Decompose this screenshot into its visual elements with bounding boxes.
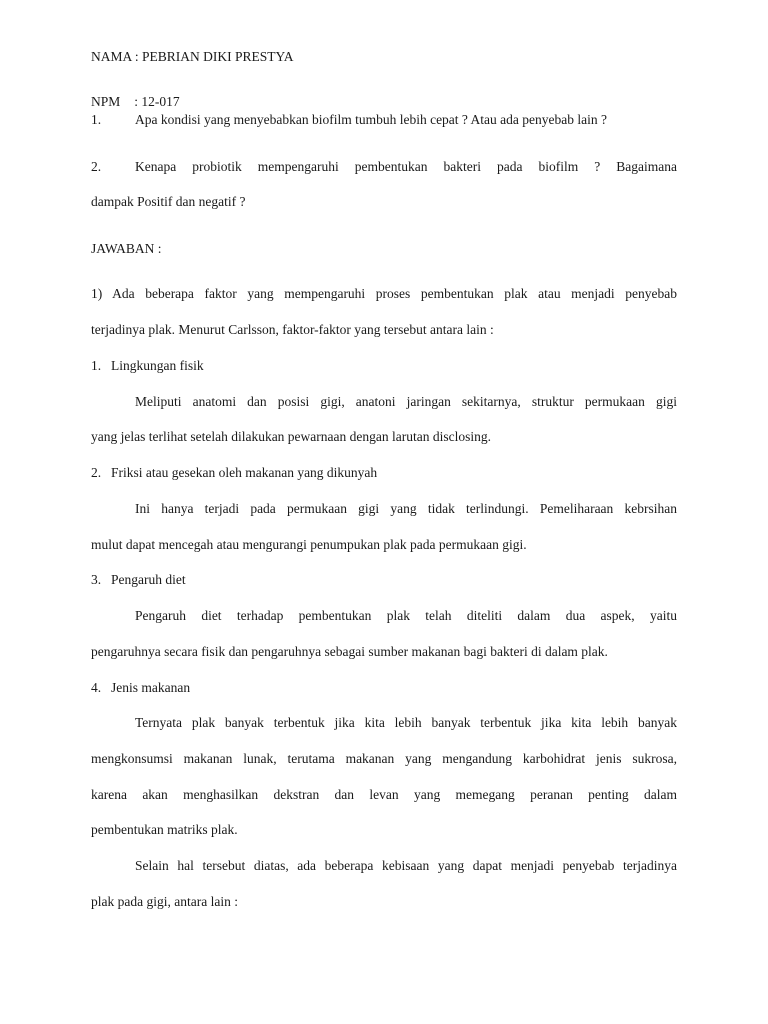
question-1 (91, 111, 607, 129)
student-npm (91, 93, 180, 111)
factor-number: 4. (91, 680, 102, 695)
factor-title: Lingkungan fisik (111, 358, 204, 373)
question-text: Apa kondisi yang menyebabkan biofilm tumbuh lebih cepat ? Atau ada penyebab lain ? (135, 112, 607, 127)
factor-title: Jenis makanan (111, 680, 191, 695)
factor-1-title (91, 357, 204, 375)
factor-number: 2. (91, 465, 102, 480)
factor-4-line-1: Ternyata plak banyak terbentuk jika kita lebih banyak terbentuk jika kita lebih banyak (135, 715, 677, 730)
factor-4-line-2: mengkonsumsi makanan lunak, terutama makanan yang mengandung karbohidrat jenis sukrosa, (91, 751, 677, 766)
factor-2-title (91, 464, 377, 482)
npm-value: : 12-017 (134, 94, 180, 109)
intro-line-1: 1) Ada beberapa faktor yang mempengaruhi proses pembentukan plak atau menjadi penyebab (91, 286, 677, 301)
factor-title: Pengaruh diet (111, 572, 186, 587)
answer-heading: JAWABAN : (91, 241, 162, 256)
factor-number: 1. (91, 358, 102, 373)
student-name: NAMA : PEBRIAN DIKI PRESTYA (91, 49, 294, 64)
factor-3-title (91, 571, 186, 589)
question-2-line-1: Kenapa probiotik mempengaruhi pembentukan bakteri pada biofilm ? Bagaimana (135, 159, 677, 174)
question-2-line-2: dampak Positif dan negatif ? (91, 194, 246, 209)
factor-4-line-3: karena akan menghasilkan dekstran dan levan yang memegang peranan penting dalam (91, 787, 677, 802)
npm-label: NPM (91, 94, 121, 109)
factor-4-line-4: pembentukan matriks plak. (91, 822, 238, 837)
factor-title: Friksi atau gesekan oleh makanan yang dikunyah (111, 465, 378, 480)
factor-number: 3. (91, 572, 102, 587)
factor-2-line-2: mulut dapat mencegah atau mengurangi penumpukan plak pada permukaan gigi. (91, 537, 527, 552)
closing-line-1: Selain hal tersebut diatas, ada beberapa kebisaan yang dapat menjadi penyebab terjadinya (135, 858, 677, 873)
intro-line-2: terjadinya plak. Menurut Carlsson, faktor-faktor yang tersebut antara lain : (91, 322, 494, 337)
factor-2-line-1: Ini hanya terjadi pada permukaan gigi yang tidak terlindungi. Pemeliharaan kebrsihan (135, 501, 677, 516)
factor-3-line-2: pengaruhnya secara fisik dan pengaruhnya sebagai sumber makanan bagi bakteri di dalam plak. (91, 644, 608, 659)
question-2-number: 2. (91, 159, 102, 174)
factor-1-line-1: Meliputi anatomi dan posisi gigi, anatoni jaringan sekitarnya, struktur permukaan gigi (135, 394, 677, 409)
closing-line-2: plak pada gigi, antara lain : (91, 894, 238, 909)
factor-1-line-2: yang jelas terlihat setelah dilakukan pewarnaan dengan larutan disclosing. (91, 429, 491, 444)
factor-4-title (91, 679, 190, 697)
factor-3-line-1: Pengaruh diet terhadap pembentukan plak telah diteliti dalam dua aspek, yaitu (135, 608, 677, 623)
question-number: 1. (91, 112, 102, 127)
